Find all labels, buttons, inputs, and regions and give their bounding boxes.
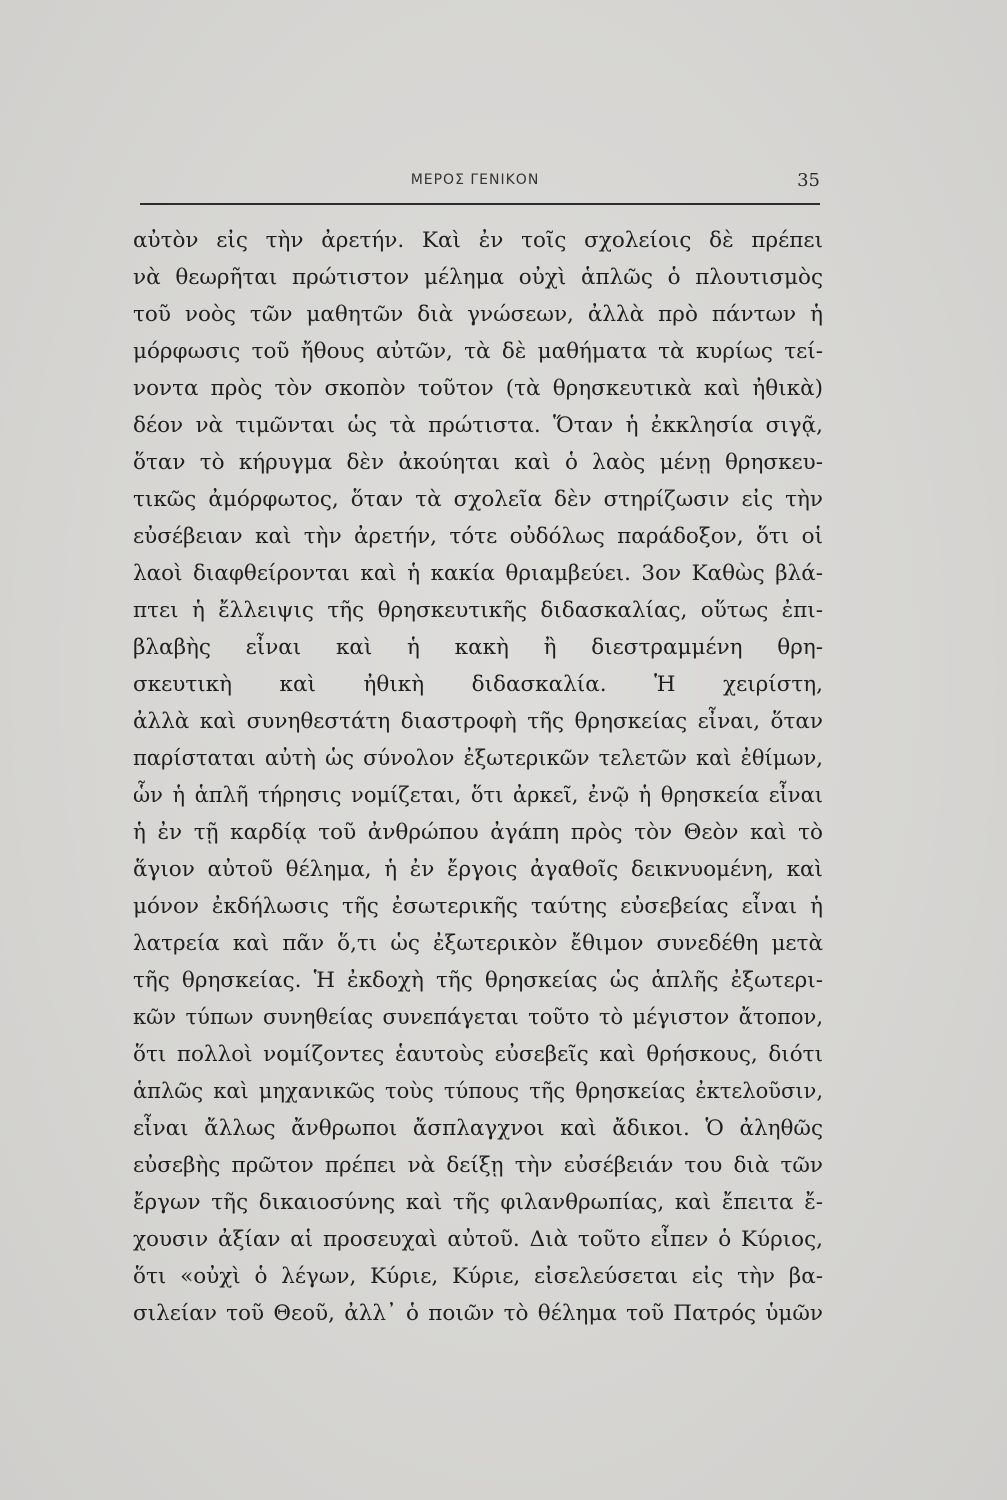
text-line: κῶν τύπων συνηθείας συνεπάγεται τοῦτο τὸ μέγιστον ἄτοπον, bbox=[133, 1005, 823, 1029]
text-line: λατρεία καὶ πᾶν ὅ,τι ὡς ἐξωτερικὸν ἔθιμον συνεδέθη μετὰ bbox=[133, 931, 823, 956]
text-line: χουσιν ἀξίαν αἱ προσευχαὶ αὐτοῦ. Διὰ τοῦτο εἶπεν ὁ Κύριος, bbox=[133, 1227, 823, 1252]
text-line: ὧν ἡ ἁπλῆ τήρησις νομίζεται, ὅτι ἀρκεῖ, ἐνῷ ἡ θρησκεία εἶναι bbox=[133, 783, 823, 807]
text-line: ὅτι «οὐχὶ ὁ λέγων, Κύριε, Κύριε, εἰσελεύσεται εἰς τὴν βα- bbox=[133, 1264, 823, 1289]
text-line: σιλείαν τοῦ Θεοῦ, ἀλλ᾽ ὁ ποιῶν τὸ θέλημα τοῦ Πατρός ὑμῶν bbox=[133, 1301, 823, 1326]
text-line: ἁπλῶς καὶ μηχανικῶς τοὺς τύπους τῆς θρησκείας ἐκτελοῦσιν, bbox=[133, 1079, 823, 1103]
text-line: ὅταν τὸ κήρυγμα δὲν ἀκούηται καὶ ὁ λαὸς μένῃ θρησκευ- bbox=[133, 450, 823, 475]
text-line: τῆς θρησκείας. Ἡ ἐκδοχὴ τῆς θρησκείας ὡς ἁπλῆς ἐξωτερι- bbox=[133, 968, 823, 993]
text-line: σκευτικὴ καὶ ἠθικὴ διδασκαλία. Ἡ χειρίστη, bbox=[133, 672, 823, 697]
text-line: εὐσέβειαν καὶ τὴν ἀρετήν, τότε οὐδόλως παράδοξον, ὅτι οἱ bbox=[133, 524, 823, 549]
text-line: πτει ἡ ἔλλειψις τῆς θρησκευτικῆς διδασκαλίας, οὕτως ἐπι- bbox=[133, 598, 823, 623]
text-line: βλαβὴς εἶναι καὶ ἡ κακὴ ἢ διεστραμμένη θρη- bbox=[133, 635, 823, 660]
running-title: ΜΕΡΟΣ ΓΕΝΙΚΟΝ bbox=[410, 172, 540, 188]
page-number: 35 bbox=[797, 170, 820, 191]
body-text bbox=[133, 222, 823, 1332]
header-rule bbox=[140, 203, 820, 205]
text-line: νὰ θεωρῆται πρώτιστον μέλημα οὐχὶ ἁπλῶς ὁ πλουτισμὸς bbox=[133, 265, 823, 290]
text-line: εὐσεβὴς πρῶτον πρέπει νὰ δείξῃ τὴν εὐσέβειάν του διὰ τῶν bbox=[133, 1153, 823, 1178]
text-line: ὅτι πολλοὶ νομίζοντες ἑαυτοὺς εὐσεβεῖς καὶ θρήσκους, διότι bbox=[133, 1042, 823, 1067]
text-line: τοῦ νοὸς τῶν μαθητῶν διὰ γνώσεων, ἀλλὰ πρὸ πάντων ἡ bbox=[133, 302, 823, 327]
text-line: ἔργων τῆς δικαιοσύνης καὶ τῆς φιλανθρωπίας, καὶ ἔπειτα ἔ- bbox=[133, 1190, 823, 1215]
text-line: μόρφωσις τοῦ ἤθους αὐτῶν, τὰ δὲ μαθήματα τὰ κυρίως τεί- bbox=[133, 339, 823, 364]
running-head bbox=[130, 170, 820, 198]
text-line: μόνον ἐκδήλωσις τῆς ἐσωτερικῆς ταύτης εὐσεβείας εἶναι ἡ bbox=[133, 894, 823, 919]
text-line: νοντα πρὸς τὸν σκοπὸν τοῦτον (τὰ θρησκευτικὰ καὶ ἠθικὰ) bbox=[133, 376, 823, 401]
text-line: τικῶς ἀμόρφωτος, ὅταν τὰ σχολεῖα δὲν στηρίζωσιν εἰς τὴν bbox=[133, 487, 823, 512]
text-line: ἡ ἐν τῇ καρδίᾳ τοῦ ἀνθρώπου ἀγάπη πρὸς τὸν Θεὸν καὶ τὸ bbox=[133, 820, 823, 845]
text-line: ἅγιον αὐτοῦ θέλημα, ἡ ἐν ἔργοις ἀγαθοῖς δεικνυομένη, καὶ bbox=[133, 857, 823, 882]
text-line: ἀλλὰ καὶ συνηθεστάτη διαστροφὴ τῆς θρησκείας εἶναι, ὅταν bbox=[133, 709, 823, 734]
text-line: δέον νὰ τιμῶνται ὡς τὰ πρώτιστα. Ὅταν ἡ ἐκκλησία σιγᾷ, bbox=[133, 413, 823, 438]
text-line: λαοὶ διαφθείρονται καὶ ἡ κακία θριαμβεύει. 3ον Καθὼς βλά- bbox=[133, 561, 823, 586]
text-line: παρίσταται αὐτὴ ὡς σύνολον ἐξωτερικῶν τελετῶν καὶ ἐθίμων, bbox=[133, 746, 823, 770]
text-line: αὐτὸν εἰς τὴν ἀρετήν. Καὶ ἐν τοῖς σχολείοις δὲ πρέπει bbox=[133, 228, 823, 253]
text-line: εἶναι ἄλλως ἄνθρωποι ἄσπλαγχνοι καὶ ἄδικοι. Ὁ ἀληθῶς bbox=[133, 1116, 823, 1141]
